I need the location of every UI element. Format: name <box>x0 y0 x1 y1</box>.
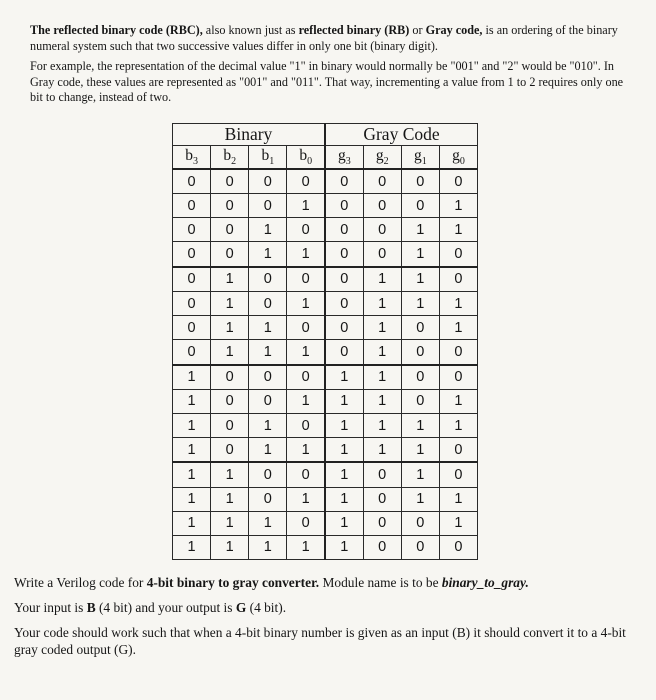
binary-bit-cell: 0 <box>211 242 249 267</box>
gray-bit-cell: 1 <box>325 413 363 437</box>
task-text-run: Write a Verilog code for <box>14 575 147 590</box>
col-header-subscript: 0 <box>307 156 313 168</box>
term-rbc: The reflected binary code (RBC), <box>30 23 203 37</box>
binary-bit-cell: 0 <box>211 389 249 413</box>
intro-text-run: also known just as <box>202 23 299 37</box>
gray-bit-cell: 0 <box>363 218 401 242</box>
gray-bit-cell: 1 <box>325 462 363 487</box>
binary-bit-cell: 0 <box>249 389 287 413</box>
gray-bit-cell: 0 <box>439 340 477 365</box>
col-header-subscript: 3 <box>345 156 351 168</box>
output-name: G <box>235 600 247 615</box>
binary-bit-cell: 1 <box>287 438 325 463</box>
col-header-letter: g <box>375 146 384 164</box>
gray-bit-cell: 1 <box>325 365 363 390</box>
gray-bit-cell: 1 <box>439 511 477 535</box>
col-header-letter: b <box>185 146 193 164</box>
binary-bit-cell: 1 <box>249 413 287 437</box>
gray-bit-cell: 1 <box>363 438 401 463</box>
gray-bit-cell: 0 <box>401 389 439 413</box>
binary-bit-cell: 1 <box>249 438 287 463</box>
binary-bit-cell: 1 <box>287 535 325 559</box>
col-header-letter: b <box>223 146 232 164</box>
gray-bit-cell: 0 <box>363 194 401 218</box>
gray-bit-cell: 1 <box>439 194 477 218</box>
gray-bit-cell: 0 <box>363 462 401 487</box>
gray-col-header-g1 <box>401 146 439 170</box>
gray-bit-cell: 1 <box>363 316 401 340</box>
binary-col-header-b2 <box>211 146 249 170</box>
binary-bit-cell: 1 <box>211 316 249 340</box>
binary-bit-cell: 0 <box>211 413 249 437</box>
term-rb: reflected binary (RB) <box>298 23 410 37</box>
gray-bit-cell: 0 <box>325 194 363 218</box>
gray-bit-cell: 1 <box>401 242 439 267</box>
gray-bit-cell: 0 <box>325 340 363 365</box>
binary-bit-cell: 0 <box>249 365 287 390</box>
table-row <box>173 242 478 267</box>
binary-bit-cell: 0 <box>249 462 287 487</box>
table-row <box>173 487 478 511</box>
intro-text-run: or <box>409 23 426 37</box>
binary-bit-cell: 0 <box>173 267 211 292</box>
binary-bit-cell: 0 <box>287 169 325 194</box>
binary-bit-cell: 0 <box>249 292 287 316</box>
gray-bit-cell: 1 <box>363 292 401 316</box>
gray-bit-cell: 0 <box>439 462 477 487</box>
binary-bit-cell: 1 <box>173 535 211 559</box>
binary-bit-cell: 1 <box>287 487 325 511</box>
intro-text <box>30 23 630 111</box>
binary-bit-cell: 0 <box>211 365 249 390</box>
binary-bit-cell: 0 <box>287 413 325 437</box>
table-row <box>173 365 478 390</box>
binary-bit-cell: 1 <box>211 511 249 535</box>
table-row <box>173 340 478 365</box>
table-row <box>173 292 478 316</box>
table-row <box>173 462 478 487</box>
col-header-letter: g <box>452 146 460 164</box>
table-row <box>173 413 478 437</box>
input-name: B <box>86 600 96 615</box>
binary-bit-cell: 1 <box>173 511 211 535</box>
table-row <box>173 511 478 535</box>
table-row <box>173 316 478 340</box>
table-row <box>173 218 478 242</box>
binary-bit-cell: 1 <box>211 462 249 487</box>
binary-bit-cell: 0 <box>287 511 325 535</box>
gray-bit-cell: 0 <box>401 169 439 194</box>
col-header-letter: g <box>337 146 346 164</box>
gray-bit-cell: 1 <box>401 292 439 316</box>
binary-bit-cell: 0 <box>249 267 287 292</box>
binary-bit-cell: 0 <box>173 218 211 242</box>
gray-bit-cell: 1 <box>325 438 363 463</box>
binary-bit-cell: 0 <box>287 365 325 390</box>
binary-bit-cell: 0 <box>287 267 325 292</box>
gray-bit-cell: 0 <box>439 438 477 463</box>
intro-paragraph-2: For example, the representation of the decimal value "1" in binary would normally be "001" and "2" would be "010". In Gray code, these values are represented as "001" and "011". That way, incrementing a value from 1 to 2 requires only one bit to change, instead of two. <box>30 59 624 104</box>
binary-bit-cell: 1 <box>287 292 325 316</box>
gray-bit-cell: 1 <box>401 218 439 242</box>
term-gray-code: Gray code, <box>425 23 483 37</box>
gray-bit-cell: 0 <box>325 218 363 242</box>
binary-bit-cell: 0 <box>211 438 249 463</box>
table-row <box>173 267 478 292</box>
binary-bit-cell: 1 <box>173 413 211 437</box>
task-instructions <box>14 574 650 666</box>
table-row <box>173 535 478 559</box>
binary-col-header-b1 <box>249 146 287 170</box>
gray-bit-cell: 0 <box>439 169 477 194</box>
gray-bit-cell: 0 <box>401 316 439 340</box>
binary-bit-cell: 1 <box>287 194 325 218</box>
gray-bit-cell: 0 <box>325 267 363 292</box>
intro-paragraph-1 <box>30 23 630 54</box>
task-line-3: Your code should work such that when a 4-bit binary number is given as an input (B) it should convert it to a 4-bit gray coded output (G). <box>14 625 626 657</box>
binary-bit-cell: 0 <box>287 462 325 487</box>
binary-bit-cell: 0 <box>249 194 287 218</box>
binary-bit-cell: 1 <box>287 340 325 365</box>
binary-bit-cell: 0 <box>173 316 211 340</box>
gray-bit-cell: 1 <box>325 487 363 511</box>
gray-bit-cell: 0 <box>439 242 477 267</box>
binary-bit-cell: 1 <box>173 438 211 463</box>
binary-bit-cell: 1 <box>249 535 287 559</box>
intro-text-run: is an ordering of the binary numeral system such that two successive values differ in only one bit (binary digit). <box>30 23 618 53</box>
col-header-subscript: 2 <box>231 156 237 168</box>
col-header-letter: b <box>299 146 308 164</box>
binary-bit-cell: 1 <box>211 292 249 316</box>
binary-bit-cell: 1 <box>249 340 287 365</box>
gray-bit-cell: 0 <box>363 511 401 535</box>
binary-bit-cell: 0 <box>173 194 211 218</box>
gray-bit-cell: 1 <box>439 487 477 511</box>
gray-bit-cell: 1 <box>439 389 477 413</box>
table-row <box>173 169 478 194</box>
task-text-run: (4 bit). <box>246 600 287 615</box>
gray-bit-cell: 0 <box>363 242 401 267</box>
task-text-run: Your input is <box>14 600 87 615</box>
binary-bit-cell: 1 <box>173 389 211 413</box>
gray-bit-cell: 1 <box>439 413 477 437</box>
binary-bit-cell: 1 <box>287 389 325 413</box>
gray-bit-cell: 0 <box>363 535 401 559</box>
gray-bit-cell: 1 <box>401 267 439 292</box>
binary-bit-cell: 0 <box>211 194 249 218</box>
gray-bit-cell: 0 <box>401 535 439 559</box>
gray-code-table <box>172 123 478 560</box>
gray-bit-cell: 1 <box>363 389 401 413</box>
binary-bit-cell: 1 <box>173 365 211 390</box>
gray-bit-cell: 0 <box>325 292 363 316</box>
gray-bit-cell: 0 <box>439 535 477 559</box>
binary-bit-cell: 1 <box>249 316 287 340</box>
gray-bit-cell: 1 <box>401 487 439 511</box>
gray-bit-cell: 1 <box>325 535 363 559</box>
binary-bit-cell: 1 <box>211 340 249 365</box>
table-row <box>173 194 478 218</box>
binary-col-header-b0 <box>287 146 325 170</box>
col-header-subscript: 1 <box>269 156 275 168</box>
table-row <box>173 438 478 463</box>
binary-bit-cell: 0 <box>249 169 287 194</box>
binary-col-header-b3 <box>173 146 211 170</box>
gray-bit-cell: 0 <box>401 194 439 218</box>
binary-bit-cell: 0 <box>287 316 325 340</box>
gray-col-header-g0 <box>439 146 477 170</box>
binary-bit-cell: 1 <box>173 487 211 511</box>
binary-bit-cell: 1 <box>211 535 249 559</box>
gray-bit-cell: 1 <box>363 340 401 365</box>
gray-bit-cell: 1 <box>439 292 477 316</box>
gray-bit-cell: 1 <box>363 365 401 390</box>
gray-bit-cell: 1 <box>363 413 401 437</box>
binary-bit-cell: 0 <box>287 218 325 242</box>
col-header-subscript: 0 <box>459 156 465 168</box>
gray-bit-cell: 0 <box>325 316 363 340</box>
gray-col-header-g2 <box>363 146 401 170</box>
binary-bit-cell: 1 <box>249 242 287 267</box>
gray-bit-cell: 0 <box>325 242 363 267</box>
gray-bit-cell: 0 <box>363 487 401 511</box>
binary-bit-cell: 1 <box>211 487 249 511</box>
gray-bit-cell: 1 <box>325 389 363 413</box>
gray-bit-cell: 1 <box>439 218 477 242</box>
gray-bit-cell: 0 <box>363 169 401 194</box>
gray-bit-cell: 0 <box>401 340 439 365</box>
col-header-letter: g <box>413 146 422 164</box>
binary-bit-cell: 1 <box>287 242 325 267</box>
gray-bit-cell: 1 <box>325 511 363 535</box>
task-line-2 <box>14 599 650 616</box>
gray-col-header-g3 <box>325 146 363 170</box>
gray-bit-cell: 1 <box>401 438 439 463</box>
task-text-run: Module name is to be <box>319 575 442 590</box>
gray-bit-cell: 0 <box>439 365 477 390</box>
binary-bit-cell: 0 <box>211 218 249 242</box>
gray-bit-cell: 1 <box>439 316 477 340</box>
binary-bit-cell: 0 <box>173 340 211 365</box>
gray-group-header: Gray Code <box>325 124 478 146</box>
binary-bit-cell: 1 <box>249 218 287 242</box>
gray-bit-cell: 1 <box>401 462 439 487</box>
binary-bit-cell: 1 <box>173 462 211 487</box>
table-row <box>173 389 478 413</box>
col-header-subscript: 1 <box>421 156 427 168</box>
gray-bit-cell: 1 <box>363 267 401 292</box>
binary-bit-cell: 0 <box>173 242 211 267</box>
gray-bit-cell: 1 <box>401 413 439 437</box>
binary-bit-cell: 0 <box>173 169 211 194</box>
col-header-letter: b <box>261 146 270 164</box>
binary-bit-cell: 1 <box>249 511 287 535</box>
task-title: 4-bit binary to gray converter. <box>146 575 320 590</box>
col-header-subscript: 3 <box>192 156 198 168</box>
binary-bit-cell: 1 <box>211 267 249 292</box>
module-name: binary_to_gray. <box>441 575 529 590</box>
col-header-subscript: 2 <box>383 156 389 168</box>
task-line-1 <box>14 574 650 591</box>
binary-bit-cell: 0 <box>211 169 249 194</box>
task-text-run: (4 bit) and your output is <box>95 600 236 615</box>
binary-bit-cell: 0 <box>249 487 287 511</box>
gray-bit-cell: 0 <box>401 365 439 390</box>
gray-bit-cell: 0 <box>439 267 477 292</box>
gray-bit-cell: 0 <box>325 169 363 194</box>
binary-group-header: Binary <box>173 124 326 146</box>
binary-bit-cell: 0 <box>173 292 211 316</box>
gray-bit-cell: 0 <box>401 511 439 535</box>
